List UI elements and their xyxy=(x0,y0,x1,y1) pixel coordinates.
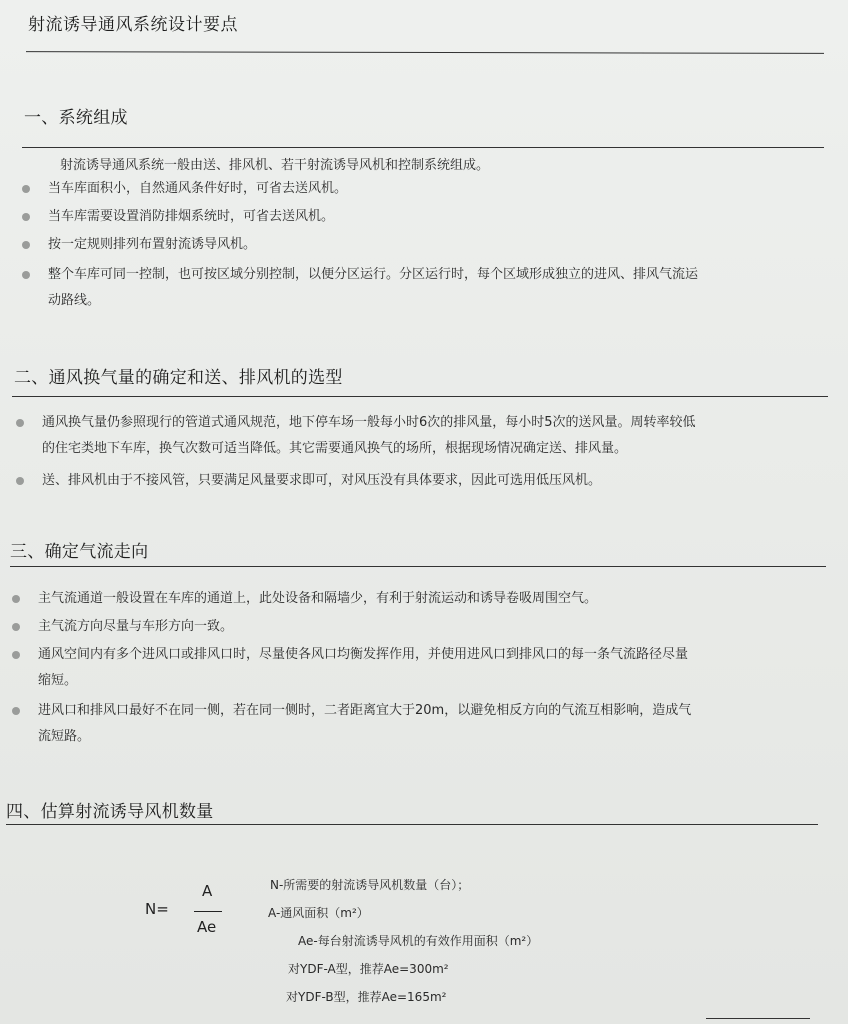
bullet-text-line: 动路线。 xyxy=(48,293,101,308)
section-heading-1: 一、系统组成 xyxy=(24,108,128,128)
formula-definition: 对YDF-B型，推荐Ae=165m² xyxy=(286,990,447,1004)
list-item xyxy=(38,642,688,694)
section-heading-3: 三、确定气流走向 xyxy=(10,542,149,562)
list-item xyxy=(48,176,347,202)
bullet-text-line: 缩短。 xyxy=(38,673,78,688)
list-item xyxy=(38,698,691,750)
section-rule-3 xyxy=(10,566,826,567)
list-item xyxy=(48,204,334,230)
list-item xyxy=(48,232,256,258)
formula-definition: N-所需要的射流诱导风机数量（台）； xyxy=(270,878,470,892)
bullet-dot xyxy=(12,595,20,603)
formula-numerator: A xyxy=(202,882,213,900)
formula-definition: 对YDF-A型，推荐Ae=300m² xyxy=(288,962,449,976)
formula-definition: A-通风面积（m²） xyxy=(268,906,369,920)
bullet-dot xyxy=(16,477,24,485)
bullet-text-line: 进风口和排风口最好不在同一侧，若在同一侧时，二者距离宜大于20m，以避免相反方向的气流互相影响，造成气 xyxy=(38,703,692,718)
bullet-dot xyxy=(22,271,30,279)
bullet-dot xyxy=(12,707,20,715)
bullet-text-line: 整个车库可同一控制，也可按区域分别控制，以便分区运行。分区运行时，每个区域形成独立的进风、排风气流运 xyxy=(48,267,699,282)
list-item xyxy=(42,468,601,494)
bullet-text: 当车库面积小，自然通风条件好时，可省去送风机。 xyxy=(48,181,348,196)
formula-definition: Ae-每台射流诱导风机的有效作用面积（m²） xyxy=(298,934,539,948)
bullet-text: 当车库需要设置消防排烟系统时，可省去送风机。 xyxy=(48,209,335,224)
bullet-text-line: 的住宅类地下车库，换气次数可适当降低。其它需要通风换气的场所，根据现场情况确定送、排风量。 xyxy=(42,441,628,456)
list-item xyxy=(38,586,597,612)
bullet-dot xyxy=(12,623,20,631)
list-item xyxy=(48,262,698,314)
bullet-text-line: 流短路。 xyxy=(38,729,91,744)
title-rule xyxy=(26,51,824,54)
section-1-intro: 射流诱导通风系统一般由送、排风机、若干射流诱导风机和控制系统组成。 xyxy=(60,158,490,173)
bullet-dot xyxy=(12,651,20,659)
bullet-dot xyxy=(16,419,24,427)
section-rule-4 xyxy=(6,824,818,825)
bullet-text: 主气流方向尽量与车形方向一致。 xyxy=(38,619,234,634)
bullet-text: 主气流通道一般设置在车库的通道上，此处设备和隔墙少，有利于射流运动和诱导卷吸周围空气。 xyxy=(38,591,598,606)
bullet-text-line: 通风空间内有多个进风口或排风口时，尽量使各风口均衡发挥作用，并使用进风口到排风口的每一条气流路径尽量 xyxy=(38,647,689,662)
bottom-rule xyxy=(706,1018,810,1019)
document-title: 射流诱导通风系统设计要点 xyxy=(28,15,238,35)
bullet-text: 按一定规则排列布置射流诱导风机。 xyxy=(48,237,257,252)
section-rule-1 xyxy=(22,147,824,148)
bullet-text-line: 通风换气量仍参照现行的管道式通风规范，地下停车场一般每小时6次的排风量，每小时5次的送风量。周转率较低 xyxy=(42,415,696,430)
section-heading-2: 二、通风换气量的确定和送、排风机的选型 xyxy=(14,368,343,388)
section-rule-2 xyxy=(12,396,828,397)
bullet-dot xyxy=(22,185,30,193)
list-item xyxy=(38,614,233,640)
bullet-dot xyxy=(22,213,30,221)
fraction-bar xyxy=(194,911,222,912)
formula-lhs: N= xyxy=(145,900,169,918)
list-item xyxy=(42,410,696,462)
bullet-text: 送、排风机由于不接风管，只要满足风量要求即可，对风压没有具体要求，因此可选用低压风机。 xyxy=(42,473,602,488)
formula-denominator: Ae xyxy=(197,918,217,936)
section-heading-4: 四、估算射流诱导风机数量 xyxy=(6,802,214,822)
bullet-dot xyxy=(22,241,30,249)
